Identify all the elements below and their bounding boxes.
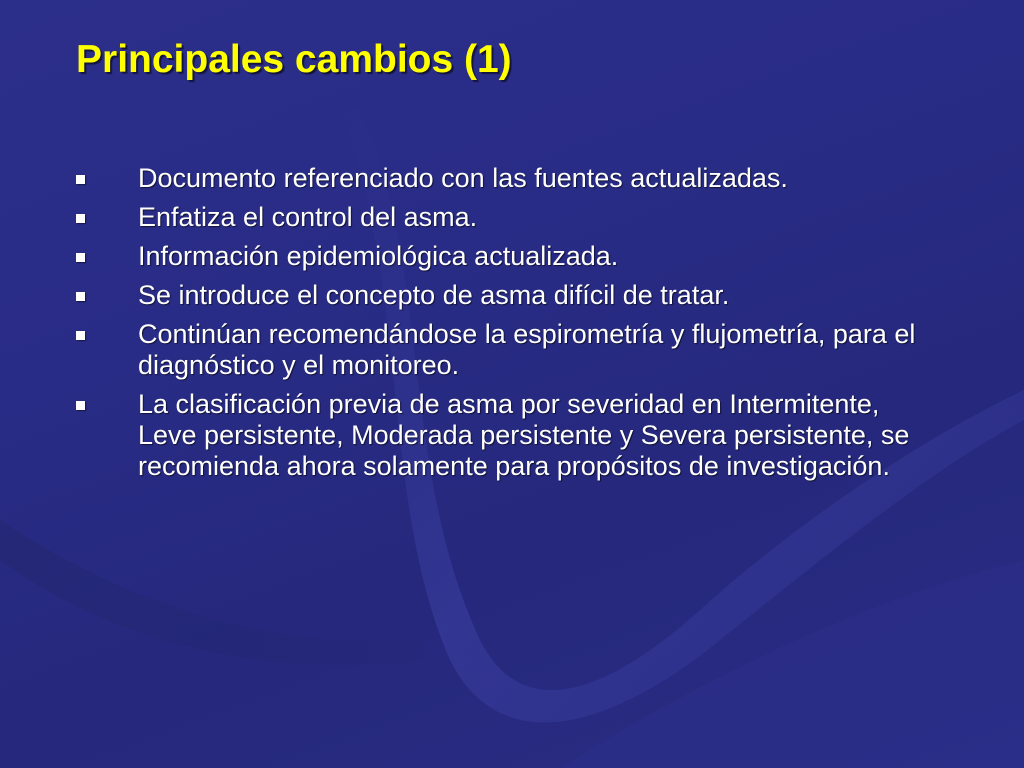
bullet-text: Se introduce el concepto de asma difícil de tratar.	[138, 280, 730, 310]
bullet-text: Continúan recomendándose la espirometría y flujometría, para el diagnóstico y el monitoreo.	[138, 319, 916, 380]
bullet-list	[76, 163, 976, 490]
bullet-text: Documento referenciado con las fuentes actualizadas.	[138, 163, 788, 193]
square-bullet-icon	[76, 214, 85, 223]
bullet-text: La clasificación previa de asma por severidad en Intermitente, Leve persistente, Moderada persistente y Severa persistente, se recomienda ahora solamente para propósitos de investigación.	[138, 389, 910, 481]
square-bullet-icon	[76, 175, 85, 184]
square-bullet-icon	[76, 401, 85, 410]
square-bullet-icon	[76, 253, 85, 262]
bullet-item	[76, 241, 976, 272]
bullet-item	[76, 202, 976, 233]
bullet-item	[76, 163, 976, 194]
bullet-text: Enfatiza el control del asma.	[138, 202, 478, 232]
slide-title: Principales cambios (1)	[76, 38, 512, 81]
bullet-text: Información epidemiológica actualizada.	[138, 241, 619, 271]
square-bullet-icon	[76, 292, 85, 301]
bullet-item	[76, 319, 976, 381]
bullet-item	[76, 280, 976, 311]
square-bullet-icon	[76, 331, 85, 340]
bullet-item	[76, 389, 976, 482]
